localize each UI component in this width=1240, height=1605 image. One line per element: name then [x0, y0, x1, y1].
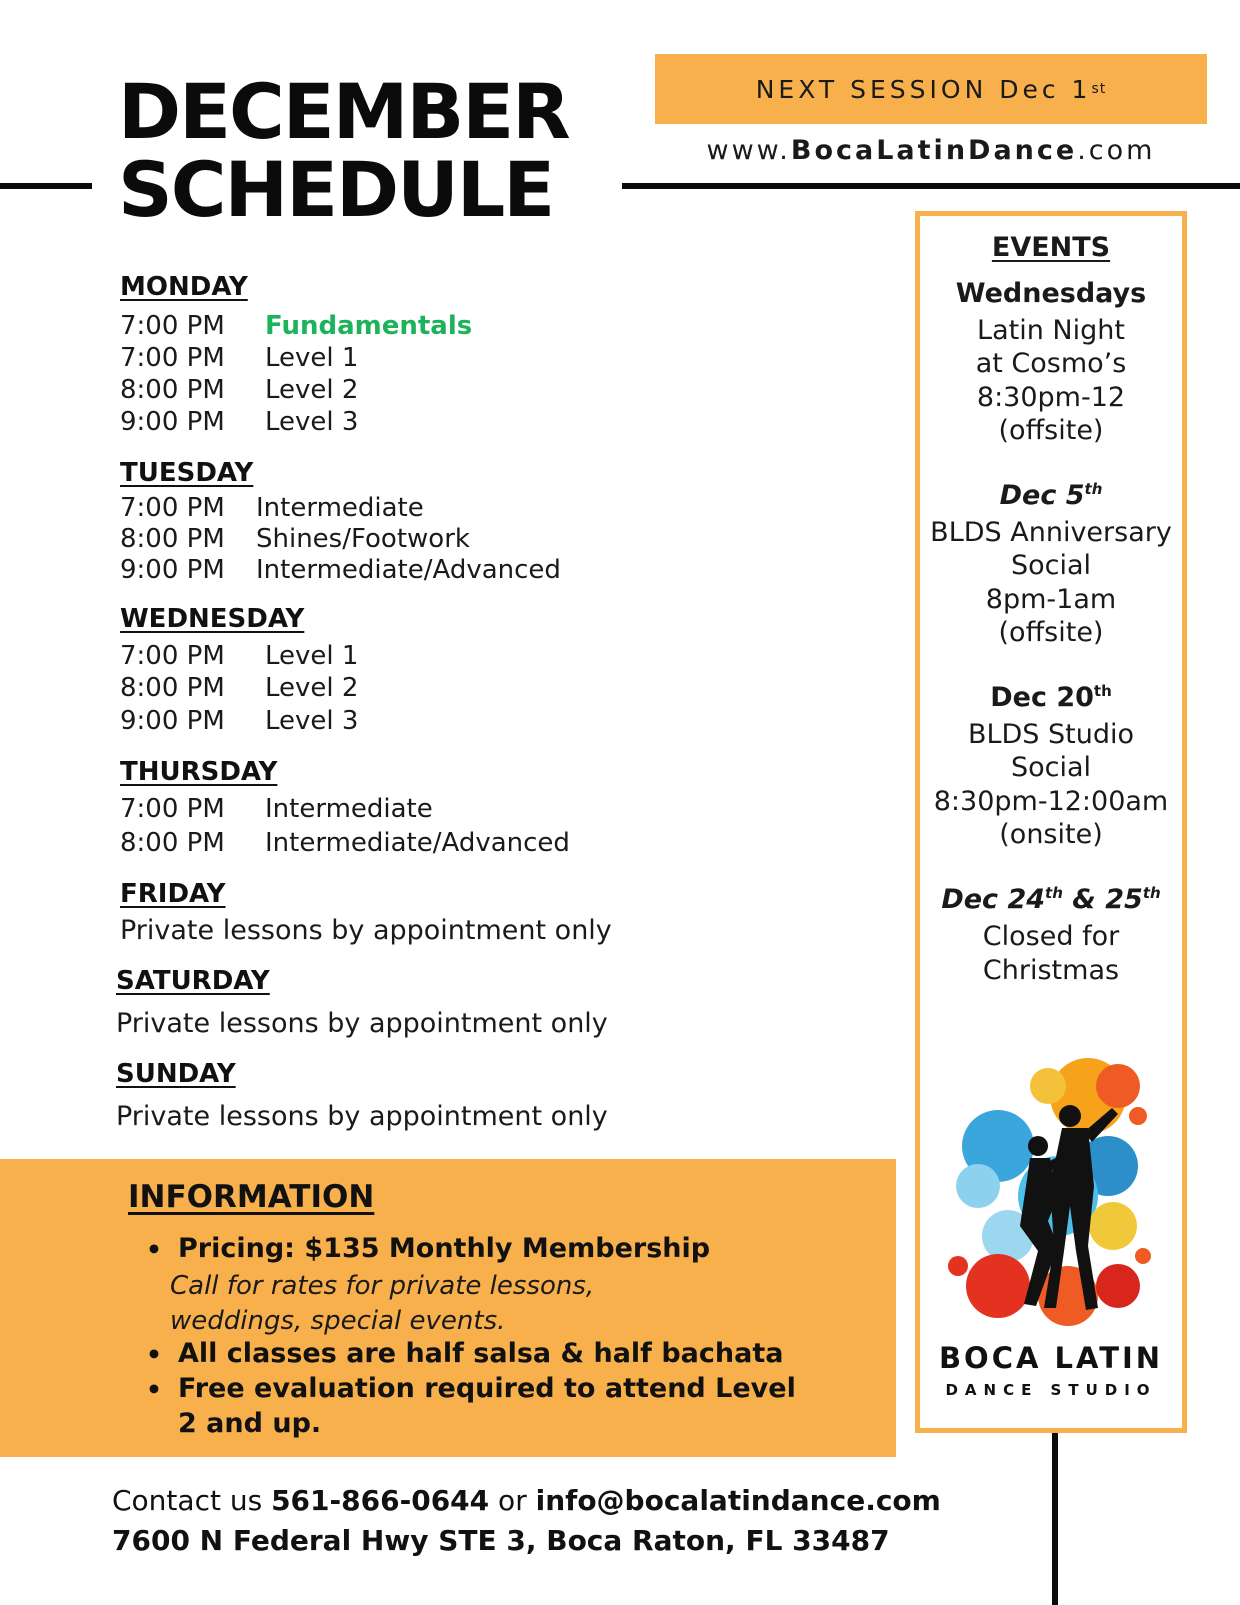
class-name: Intermediate/Advanced [265, 828, 570, 858]
next-session-banner [655, 54, 1207, 124]
event-line: 8:30pm-12 [976, 382, 1126, 413]
event-title-sup: th [1084, 480, 1103, 498]
contact-or: or [489, 1484, 536, 1517]
event-title-text: Dec 5 [999, 480, 1085, 511]
contact-phone[interactable]: 561-866-0644 [271, 1484, 490, 1517]
class-name: Level 2 [265, 375, 359, 405]
class-name: Level 1 [265, 343, 359, 373]
bullet-icon: • [146, 1235, 162, 1264]
event-line: (offsite) [998, 415, 1104, 446]
bullet-icon: • [146, 1340, 162, 1369]
event-title [920, 884, 1182, 915]
event-title-sup-b: th [1142, 884, 1161, 902]
next-session-text: NEXT SESSION Dec 1 [755, 74, 1092, 104]
evaluation-line-2: 2 and up. [178, 1408, 322, 1439]
event-line: BLDS Studio [967, 719, 1135, 750]
event-title-text: Dec 20 [990, 682, 1094, 713]
website-name: BocaLatinDance [790, 135, 1078, 166]
classes-note: All classes are half salsa & half bachata [178, 1338, 784, 1369]
pricing-line: Pricing: $135 Monthly Membership [178, 1233, 711, 1264]
website-suffix: .com [1077, 135, 1156, 166]
day-tuesday: TUESDAY [120, 458, 254, 488]
thursday-row-1 [120, 794, 433, 824]
logo-subtitle: DANCE STUDIO [945, 1381, 1157, 1399]
class-time: 9:00 PM [120, 555, 225, 585]
evaluation-line-1: Free evaluation required to attend Level [178, 1373, 796, 1404]
contact-email[interactable]: info@bocalatindance.com [535, 1484, 941, 1517]
title-december: DECEMBER [118, 67, 569, 156]
saturday-note: Private lessons by appointment only [116, 1008, 608, 1039]
class-time: 8:00 PM [120, 524, 225, 554]
contact-address: 7600 N Federal Hwy STE 3, Boca Raton, FL 33487 [112, 1524, 890, 1557]
contact-line [112, 1484, 941, 1517]
event-line: 8pm-1am [985, 584, 1117, 615]
day-saturday: SATURDAY [116, 966, 270, 996]
tuesday-row-1 [120, 493, 424, 523]
wednesday-row-1 [120, 641, 358, 671]
wednesday-row-2 [120, 673, 358, 703]
title-schedule: SCHEDULE [118, 145, 554, 234]
events-panel [915, 211, 1187, 1433]
tuesday-row-2 [120, 524, 470, 554]
events-heading: EVENTS [991, 232, 1111, 263]
class-name: Shines/Footwork [256, 524, 470, 554]
contact-prefix: Contact us [112, 1484, 272, 1517]
class-name: Level 3 [265, 407, 359, 437]
friday-note: Private lessons by appointment only [120, 915, 612, 946]
rule-left [0, 183, 92, 189]
class-time: 8:00 PM [120, 673, 225, 703]
event-line: Closed for [982, 921, 1120, 952]
day-thursday: THURSDAY [120, 757, 278, 787]
class-time: 7:00 PM [120, 794, 225, 824]
dancers-logo-icon [938, 1046, 1164, 1336]
next-session-sup: st [1091, 81, 1107, 97]
class-name: Level 1 [265, 641, 359, 671]
class-name: Intermediate/Advanced [256, 555, 561, 585]
pricing-note-1: Call for rates for private lessons, [170, 1271, 595, 1301]
event-title-sup-a: th [1045, 884, 1063, 902]
event-title [920, 682, 1182, 713]
class-name: Intermediate [265, 794, 433, 824]
class-time: 9:00 PM [120, 706, 225, 736]
event-line: Latin Night [977, 315, 1125, 346]
information-heading: INFORMATION [128, 1179, 375, 1215]
tuesday-row-3 [120, 555, 561, 585]
logo-name: BOCA LATIN [938, 1341, 1164, 1375]
monday-row-2 [120, 343, 358, 373]
class-time: 7:00 PM [120, 493, 225, 523]
vertical-rule [1052, 1433, 1058, 1605]
event-title [920, 480, 1182, 511]
class-name: Level 2 [265, 673, 359, 703]
class-time: 8:00 PM [120, 375, 225, 405]
event-line: BLDS Anniversary [930, 517, 1172, 548]
website-link[interactable] [655, 135, 1207, 166]
information-panel [0, 1159, 896, 1457]
sunday-note: Private lessons by appointment only [116, 1101, 608, 1132]
day-sunday: SUNDAY [116, 1059, 236, 1089]
class-time: 7:00 PM [120, 343, 225, 373]
event-line: (offsite) [998, 617, 1104, 648]
event-title-sup: th [1093, 682, 1112, 700]
bullet-icon: • [146, 1375, 162, 1404]
monday-row-1 [120, 311, 472, 341]
monday-row-4 [120, 407, 358, 437]
event-title: Wednesdays [955, 278, 1147, 309]
wednesday-row-3 [120, 706, 358, 736]
class-name: Fundamentals [265, 311, 473, 341]
event-title-a: Dec 24 [941, 884, 1046, 915]
thursday-row-2 [120, 828, 570, 858]
class-time: 8:00 PM [120, 828, 225, 858]
day-wednesday: WEDNESDAY [120, 604, 305, 634]
address-line [112, 1524, 890, 1557]
event-line: Social [1010, 752, 1092, 783]
class-name: Intermediate [256, 493, 424, 523]
monday-row-3 [120, 375, 358, 405]
day-monday: MONDAY [120, 272, 248, 302]
event-line: Christmas [982, 955, 1120, 986]
event-title-mid: & 25 [1062, 884, 1143, 915]
day-friday: FRIDAY [120, 879, 226, 909]
class-time: 9:00 PM [120, 407, 225, 437]
website-prefix: www. [706, 135, 791, 166]
pricing-note-2: weddings, special events. [170, 1306, 506, 1336]
event-line: Social [1010, 550, 1092, 581]
class-name: Level 3 [265, 706, 359, 736]
event-line: 8:30pm-12:00am [933, 786, 1169, 817]
event-line: at Cosmo’s [975, 348, 1127, 379]
class-time: 7:00 PM [120, 641, 225, 671]
event-line: (onsite) [999, 819, 1103, 850]
class-time: 7:00 PM [120, 311, 225, 341]
rule-right [622, 183, 1240, 189]
